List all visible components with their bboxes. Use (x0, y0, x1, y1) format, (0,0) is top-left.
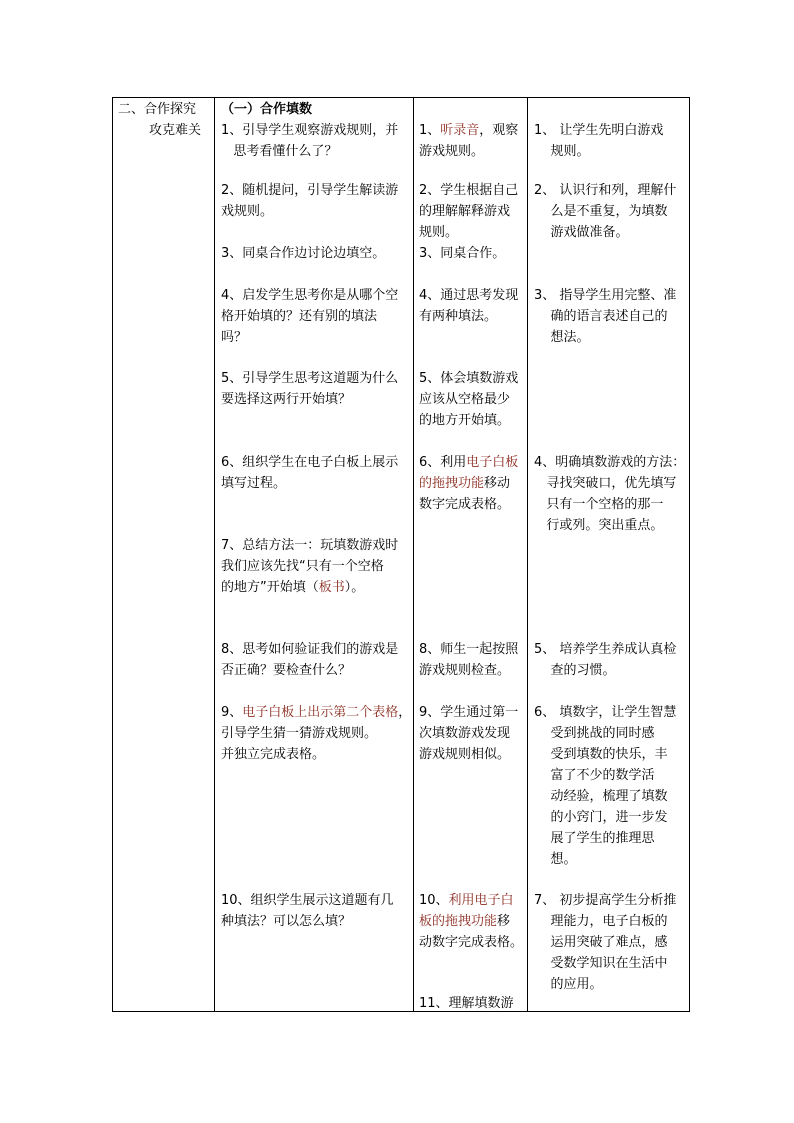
text-line: 行或列。突出重点。 (534, 518, 664, 533)
text-run: 移 (497, 914, 511, 929)
text-line: 我们应该先找“只有一个空格 (221, 559, 384, 574)
text-line: 3、 指导学生用完整、准 (534, 288, 677, 303)
text-line: 运用突破了难点，感 (534, 935, 668, 950)
text-line: 1、引导学生观察游戏规则，并 (221, 123, 399, 138)
text-line (221, 577, 364, 598)
text-line: 5、引导学生思考这道题为什么 (221, 371, 399, 386)
text-line: 7、总结方法一：玩填数游戏时 (221, 538, 399, 553)
text-line (419, 911, 510, 932)
text-line: 9、学生通过第一 (419, 705, 519, 720)
text-run: ，观察 (479, 123, 519, 138)
text-line: 富了不少的数学活 (534, 768, 655, 783)
text-line: 只有一个空格的那一 (534, 497, 664, 512)
text-line: 应该从空格最少 (419, 392, 511, 407)
text-line (221, 702, 411, 723)
text-line: 5、体会填数游戏 (419, 371, 519, 386)
text-line: 有两种填法。 (419, 309, 498, 324)
text-line (419, 452, 518, 473)
lesson-table (112, 97, 690, 1012)
highlight-text: 电子白板 (466, 455, 519, 470)
text-run: ）。 (344, 580, 365, 595)
text-line: 填写过程。 (221, 476, 287, 491)
text-line: 3、同桌合作边讨论边填空。 (221, 246, 386, 261)
text-line: 游戏规则。 (419, 144, 485, 159)
teacher-heading: （一）合作填数 (221, 102, 313, 117)
text-line: 确的语言表述自己的 (534, 309, 668, 324)
board-note: 板书 (318, 580, 345, 595)
text-line: 戏规则。 (221, 204, 274, 219)
section-column (113, 98, 214, 1011)
section-line1: 二、合作探究 (118, 102, 197, 117)
student-column (414, 98, 527, 1011)
text-line: 1、 让学生先明白游戏 (534, 123, 664, 138)
text-line: 想法。 (534, 330, 590, 345)
text-line: 3、同桌合作。 (419, 246, 506, 261)
text-line: 4、通过思考发现 (419, 288, 519, 303)
text-line: 6、 填数字，让学生智慧 (534, 705, 677, 720)
text-line: 思考看懂什么了？ (221, 144, 338, 159)
text-line: 受到挑战的同时感 (534, 726, 655, 741)
text-line: 并独立完成表格。 (221, 747, 326, 762)
text-line: 想。 (534, 852, 577, 867)
text-line: 寻找突破口，优先填写 (534, 476, 677, 491)
intent-column (528, 98, 689, 1011)
text-line (419, 120, 518, 141)
text-line: 的理解解释游戏 (419, 204, 511, 219)
text-line: 么是不重复，为填数 (534, 204, 668, 219)
text-line: 游戏规则相似。 (419, 747, 511, 762)
text-line: 受到填数的快乐，丰 (534, 747, 668, 762)
text-run: ， (398, 705, 412, 720)
text-run: 1、 (419, 123, 441, 138)
highlight-text: 板的拖拽功能 (419, 914, 498, 929)
highlight-text: 电子白板上出示第二个表格 (242, 705, 399, 720)
text-line: 动数字完成表格。 (419, 935, 524, 950)
text-line: 4、明确填数游戏的方法： (534, 455, 686, 470)
text-line: 10、组织学生展示这道题有几 (221, 893, 394, 908)
text-line: 受数学知识在生活中 (534, 956, 668, 971)
text-line: 2、 认识行和列，理解什 (534, 183, 677, 198)
text-line: 次填数游戏发现 (419, 726, 511, 741)
text-line (419, 473, 510, 494)
text-line (419, 890, 514, 911)
text-run: 10、 (419, 893, 449, 908)
text-line: 游戏规则检查。 (419, 663, 511, 678)
text-line: 动经验，梳理了填数 (534, 789, 668, 804)
text-run: 6、利用 (419, 455, 467, 470)
text-line: 查的习惯。 (534, 663, 616, 678)
section-line2: 攻克难关 (149, 123, 202, 138)
text-line: 8、思考如何验证我们的游戏是 (221, 642, 399, 657)
text-line: 2、随机提问，引导学生解读游 (221, 183, 399, 198)
text-line: 游戏做准备。 (534, 225, 629, 240)
text-line: 6、组织学生在电子白板上展示 (221, 455, 399, 470)
text-line: 吗？ (221, 330, 248, 345)
text-line: 理能力，电子白板的 (534, 914, 668, 929)
highlight-text: 的拖拽功能 (419, 476, 485, 491)
text-line: 7、 初步提高学生分析推 (534, 893, 677, 908)
text-line: 种填法？可以怎么填？ (221, 914, 352, 929)
text-line: 规则。 (419, 225, 459, 240)
text-run: 移动 (484, 476, 511, 491)
text-line: 展了学生的推理思 (534, 831, 655, 846)
text-line: 5、 培养学生养成认真检 (534, 642, 677, 657)
text-line: 的应用。 (534, 977, 603, 992)
text-run: 的地方”开始填（ (221, 580, 319, 595)
text-line: 数字完成表格。 (419, 497, 511, 512)
text-line: 的小窍门，进一步发 (534, 810, 668, 825)
teacher-column (215, 98, 413, 1011)
text-line: 2、学生根据自己 (419, 183, 519, 198)
text-line: 规则。 (534, 144, 590, 159)
text-line: 格开始填的？还有别的填法 (221, 309, 378, 324)
text-line: 4、启发学生思考你是从哪个空 (221, 288, 399, 303)
text-line: 要选择这两行开始填？ (221, 392, 352, 407)
text-line: 引导学生猜一猜游戏规则。 (221, 726, 378, 741)
text-line: 的地方开始填。 (419, 413, 511, 428)
highlight-text: 听录音 (440, 123, 480, 138)
text-line: 8、师生一起按照 (419, 642, 519, 657)
text-run: 9、 (221, 705, 243, 720)
text-line: 否正确？要检查什么？ (221, 663, 352, 678)
text-line: 11、理解填数游 (419, 996, 514, 1011)
highlight-text: 利用电子白 (448, 893, 514, 908)
